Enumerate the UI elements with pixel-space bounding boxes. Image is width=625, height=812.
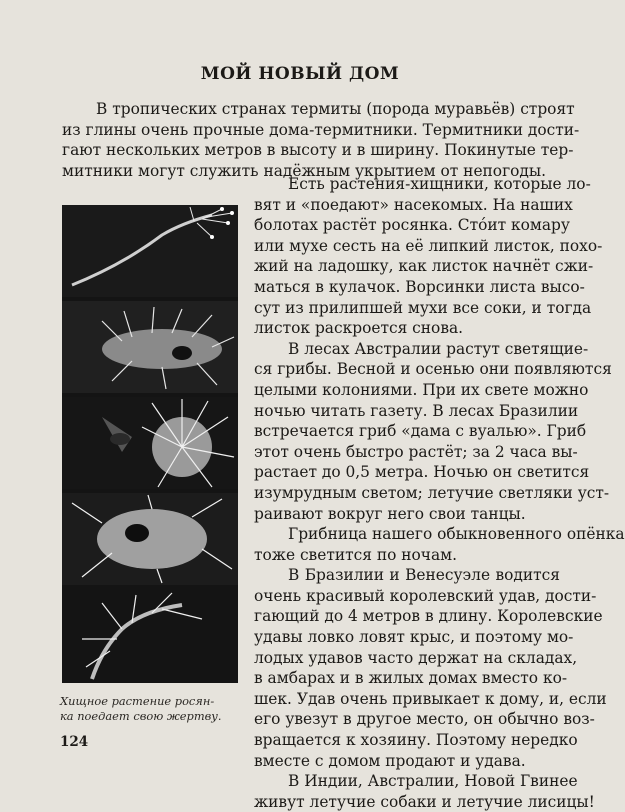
column-line: шек. Удав очень привыкает к дому, и, если: [254, 689, 607, 708]
sundew-photo-1: [62, 205, 238, 297]
column-line: листок раскроется снова.: [254, 319, 464, 338]
sundew-photo-2: [62, 301, 238, 393]
intro-line: митники могут служить надёжным укрытием от непогоды.: [62, 161, 547, 180]
photo-caption: [60, 694, 242, 724]
column-line: вят и «поедают» насекомых. На наших: [254, 195, 573, 214]
page-number: 124: [60, 734, 89, 750]
sundew-photo-5: [62, 589, 238, 683]
column-line: растает до 0,5 метра. Ночью он светится: [254, 463, 590, 482]
column-line: удавы ловко ловят крыс, и поэтому мо-: [254, 628, 574, 647]
column-line: лодых удавов часто держат на складах,: [254, 648, 578, 667]
column-line: жий на ладошку, как листок начнёт сжи-: [254, 257, 594, 276]
column-line: целыми колониями. При их свете можно: [254, 380, 589, 399]
intro-line: гают нескольких метров в высоту и в ширину. Покинутые тер-: [62, 141, 574, 160]
column-line: Есть растения-хищники, которые ло-: [288, 175, 591, 193]
page-title: МОЙ НОВЫЙ ДОМ: [200, 64, 400, 84]
column-line: или мухе сесть на её липкий листок, похо-: [254, 236, 603, 255]
column-line: встречается гриб «дама с вуалью». Гриб: [254, 422, 587, 441]
column-line: ночью читать газету. В лесах Бразилии: [254, 401, 579, 420]
column-line: тоже светится по ночам.: [254, 545, 457, 564]
intro-line: из глины очень прочные дома-термитники. Термитники дости-: [62, 120, 580, 139]
column-line: живут летучие собаки и летучие лисицы!: [254, 792, 595, 811]
column-line: сут из прилипшей мухи все соки, и тогда: [254, 298, 592, 317]
intro-line: В тропических странах термиты (порода муравьёв) строят: [96, 100, 575, 118]
column-line: этот очень быстро растёт; за 2 часа вы-: [254, 442, 578, 461]
column-line: в амбарах и в жилых домах вместо ко-: [254, 669, 568, 688]
column-line: вместе с домом продают и удава.: [254, 751, 526, 770]
column-line: В Индии, Австралии, Новой Гвинее: [288, 772, 578, 791]
column-line: изумрудным светом; летучие светляки уст-: [254, 483, 610, 502]
sundew-photo-3: [62, 397, 238, 489]
column-line: Грибница нашего обыкновенного опёнка: [288, 525, 625, 544]
column-line: вращается к хозяину. Поэтому нередко: [254, 731, 578, 750]
sundew-photo-strip: [62, 205, 238, 683]
column-line: раивают вокруг него свои танцы.: [254, 504, 526, 523]
column-line: В лесах Австралии растут светящие-: [288, 339, 589, 358]
column-line: В Бразилии и Венесуэле водится: [288, 566, 560, 585]
column-line: маться в кулачок. Ворсинки листа высо-: [254, 277, 585, 296]
column-line: болотах растёт росянка. Стóит комару: [254, 216, 570, 235]
caption-line: Хищное растение росян-: [60, 694, 215, 708]
caption-line: ка поедает свою жертву.: [60, 709, 222, 723]
column-line: ся грибы. Весной и осенью они появляются: [254, 360, 612, 379]
column-line: его увезут в другое место, он обычно воз-: [254, 710, 595, 729]
column-line: очень красивый королевский удав, дости-: [254, 586, 597, 605]
intro-paragraph: [62, 99, 580, 181]
text-column: [254, 174, 625, 812]
column-line: гающий до 4 метров в длину. Королевские: [254, 607, 603, 626]
sundew-photo-4: [62, 493, 238, 585]
